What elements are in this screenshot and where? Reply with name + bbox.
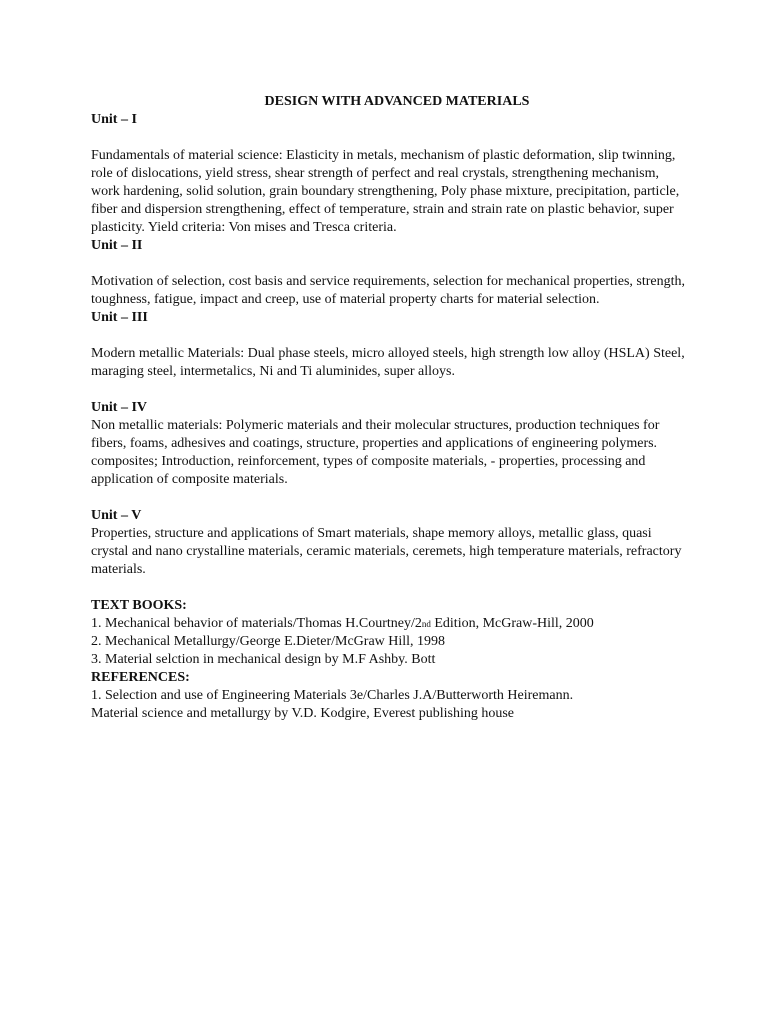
document-title: DESIGN WITH ADVANCED MATERIALS <box>264 94 530 109</box>
document-page <box>91 93 691 723</box>
unit-4-heading: Unit – IV <box>91 400 148 415</box>
unit-1-text: Fundamentals of material science: Elasticity in metals, mechanism of plastic deformation, slip twinning, role of dislocations, yield stress, shear strength of perfect and real crystals, strengthening mechanism, work hardening, solid solution, grain boundary strengthening, Poly phase mixture, precipitation, particle, fiber and dispersion strengthening, effect of temperature, strain and strain rate on plastic behavior, super plasticity. Yield criteria: Von mises and Tresca criteria. <box>91 148 680 235</box>
text-book-item-1-suffix: Edition, McGraw-Hill, 2000 <box>430 616 594 631</box>
unit-2-text: Motivation of selection, cost basis and service requirements, selection for mechanical properties, strength, toughness, fatigue, impact and creep, use of material property charts for material selection. <box>91 274 686 307</box>
spacer <box>91 255 691 273</box>
text-books-heading: TEXT BOOKS: <box>91 598 187 613</box>
text-book-item-2: 2. Mechanical Metallurgy/George E.Dieter/McGraw Hill, 1998 <box>91 634 446 649</box>
unit-3-heading: Unit – III <box>91 310 148 325</box>
text-book-item-1 <box>91 615 691 633</box>
spacer <box>91 579 691 597</box>
reference-item-1: 1. Selection and use of Engineering Materials 3e/Charles J.A/Butterworth Heiremann. <box>91 688 574 703</box>
unit-2-heading: Unit – II <box>91 238 143 253</box>
unit-4-text: Non metallic materials: Polymeric materials and their molecular structures, production techniques for fibers, foams, adhesives and coatings, structure, properties and applications of engineering polymers. composites; Introduction, reinforcement, types of composite materials, - properties, processing and application of composite materials. <box>91 418 660 487</box>
reference-item-2: Material science and metallurgy by V.D. Kodgire, Everest publishing house <box>91 706 515 721</box>
unit-3-text: Modern metallic Materials: Dual phase steels, micro alloyed steels, high strength low alloy (HSLA) Steel, maraging steel, intermetalics, Ni and Ti aluminides, super alloys. <box>91 346 685 379</box>
unit-5-heading: Unit – V <box>91 508 142 523</box>
spacer <box>91 381 691 399</box>
spacer <box>91 489 691 507</box>
ordinal-suffix: nd <box>421 619 431 629</box>
text-book-item-1-prefix: 1. Mechanical behavior of materials/Thomas H.Courtney/2 <box>91 616 422 631</box>
spacer <box>91 327 691 345</box>
spacer <box>91 129 691 147</box>
references-heading: REFERENCES: <box>91 670 190 685</box>
unit-1-heading: Unit – I <box>91 112 137 127</box>
text-book-item-3: 3. Material selction in mechanical design by M.F Ashby. Bott <box>91 652 436 667</box>
unit-5-text: Properties, structure and applications of Smart materials, shape memory alloys, metallic glass, quasi crystal and nano crystalline materials, ceramic materials, ceremets, high temperature materials, refractory materials. <box>91 526 682 577</box>
